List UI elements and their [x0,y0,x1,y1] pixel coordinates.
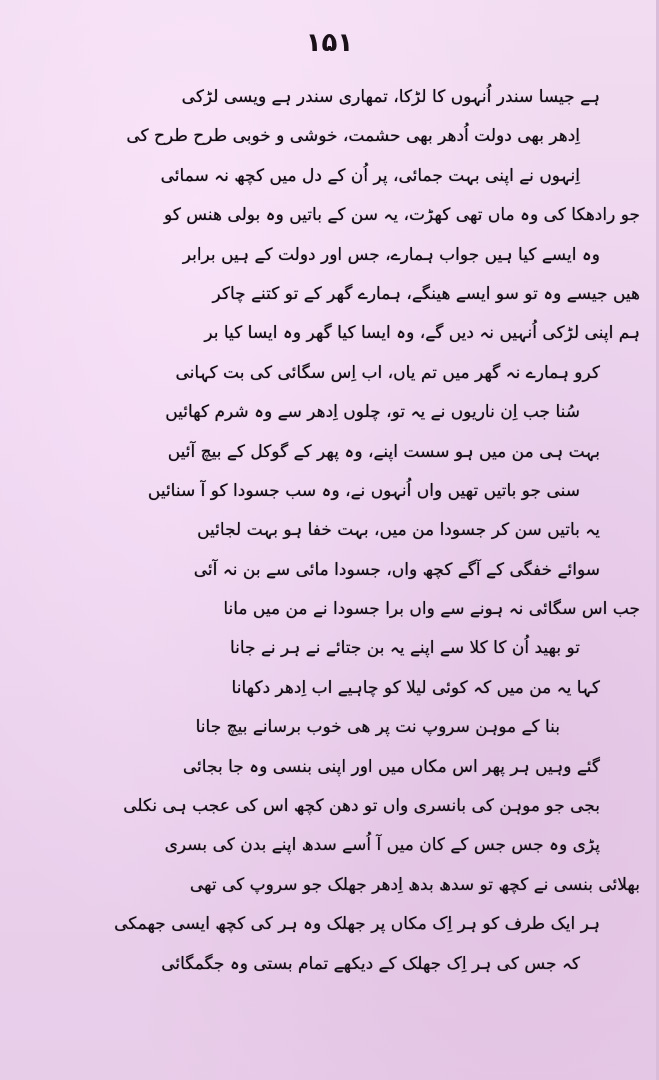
poem-line: سنی جو باتیں تھیں واں اُنہوں نے، وہ سب جسودا کو آ سنائیں [147,480,580,501]
poem-line: جب اس سگائی نہ ہونے سے واں برا جسودا نے من میں مانا [223,599,640,620]
poem-line: یہ باتیں سن کر جسودا من میں، بہت خفا ہو بہت لجائیں [197,520,600,541]
poem-text [16,78,640,984]
poem-line: سوائے خفگی کے آگے کچھ واں، جسودا مائی سے بن نہ آئی [193,559,600,580]
poem-line: گئے وہیں ہر پھر اس مکاں میں اور اپنی بنسی وہ جا بجائی [182,756,600,777]
poem-line: تو بھید اُن کا کلا سے اپنے یہ بن جتائے نے ہر نے جانا [229,638,580,659]
poem-line: جو رادھکا کی وہ ماں تھی کھڑت، یہ سن کے باتیں وہ بولی ھنس کو [163,205,640,226]
poem-line: سُنا جب اِن ناریوں نے یہ تو، چلوں اِدھر سے وہ شرم کھائیں [165,402,580,423]
poem-line: بنا کے موہن سروپ نت پر ھی خوب برسانے بیچ جانا [195,717,560,738]
poem-line: ہے جیسا سندر اُنہوں کا لڑکا، تمھاری سندر ہے ویسی لڑکی [181,87,600,107]
poem-line: ہر ایک طرف کو ہر اِک مکاں پر جھلک وہ ہر کی کچھ ایسی جھمکی [114,914,600,935]
poem-line: ہم اپنی لڑکی اُنہیں نہ دیں گے، وہ ایسا کیا گھر وہ ایسا کیا بر [204,323,640,344]
poem-line: پڑی وہ جس جس کے کان میں آ اُسے سدھ اپنے بدن کی بسری [164,835,600,856]
poem-line: کہ جس کی ہر اِک جھلک کے دیکھے تمام بستی وہ جگمگائی [161,953,580,974]
poem-line: اِدھر بھی دولت اُدھر بھی حشمت، خوشی و خوبی طرح طرح کی [126,126,580,147]
poem-line: بجی جو موہن کی بانسری واں تو دھن کچھ اس کی عجب ہی نکلی [123,796,600,817]
poem-line: ھیں جیسے وہ تو سو ایسے ھینگے، ہمارے گھر کے تو کتنے چاکر [212,283,640,304]
poem-line: اِنہوں نے اپنی بہت جمائی، پر اُن کے دل میں کچھ نہ سمائی [160,165,580,186]
poem-line: وہ ایسے کیا ہیں جواب ہمارے، جس اور دولت کے ہیں برابر [182,244,600,265]
poem-line: بھلائی بنسی نے کچھ تو سدھ بدھ اِدھر جھلک جو سروپ کی تھی [189,874,640,895]
page-number: ۱۵۱ [305,28,354,58]
poem-line: کرو ہمارے نہ گھر میں تم یاں، اب اِس سگائی کی بت کہانی [175,362,600,383]
poem-line: بہت ہی من میں ہو سست اپنے، وہ پھر کے گوکل کے بیچ آئیں [167,441,600,462]
poem-line: کہا یہ من میں کہ کوئی لیلا کو چاہیے اب اِدھر دکھانا [231,677,600,698]
